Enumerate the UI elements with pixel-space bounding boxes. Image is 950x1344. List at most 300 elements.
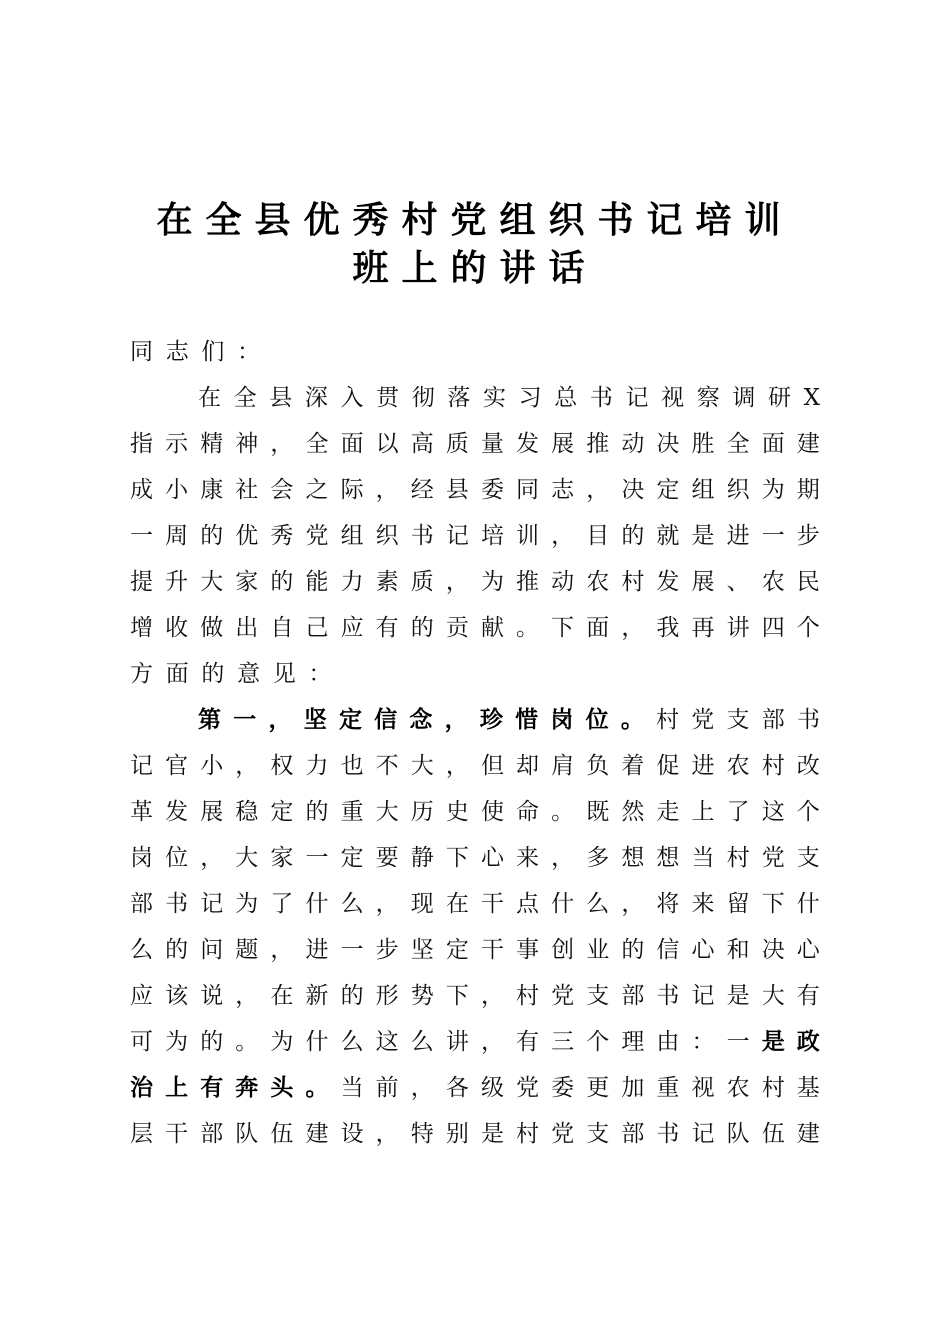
char: 社 <box>235 477 259 503</box>
char: 一 <box>233 707 257 733</box>
char: 农 <box>761 569 785 595</box>
char: 层 <box>130 1121 153 1147</box>
char: 家 <box>235 569 259 595</box>
char: 了 <box>726 799 750 825</box>
char: 下 <box>551 615 575 641</box>
char: 视 <box>691 1075 715 1101</box>
char: 心 <box>480 845 504 871</box>
char: 村 <box>761 1075 785 1101</box>
char: 质 <box>445 431 469 457</box>
char: 干 <box>480 891 504 917</box>
char: 这 <box>375 1029 399 1055</box>
char: 是 <box>726 983 750 1009</box>
char: 了 <box>270 891 294 917</box>
char: 民 <box>796 569 820 595</box>
char: 的 <box>621 937 645 963</box>
char: 县 <box>269 385 293 411</box>
char: 为 <box>270 1029 294 1055</box>
char: 部 <box>130 891 153 917</box>
char: 头 <box>270 1075 294 1101</box>
char: 组 <box>340 523 364 549</box>
char: 面 <box>165 661 189 687</box>
char: 定 <box>656 477 680 503</box>
char: 成 <box>130 477 153 503</box>
text-line <box>130 472 820 508</box>
char: 什 <box>796 891 820 917</box>
char: 记 <box>445 523 469 549</box>
char: 四 <box>761 615 785 641</box>
char: 党 <box>691 707 715 733</box>
char: 信 <box>656 937 680 963</box>
char: 伍 <box>761 1121 785 1147</box>
char: 在 <box>445 891 469 917</box>
char: 推 <box>516 569 540 595</box>
char: 的 <box>621 523 645 549</box>
char: 见 <box>272 661 296 687</box>
char: 别 <box>445 1121 469 1147</box>
char: 进 <box>726 523 750 549</box>
char: 特 <box>410 1121 434 1147</box>
char: 命 <box>516 799 540 825</box>
char: 什 <box>551 891 575 917</box>
char: ， <box>268 707 292 733</box>
char: 肩 <box>551 753 575 779</box>
char: 康 <box>200 477 224 503</box>
char: 留 <box>726 891 750 917</box>
char: 总 <box>554 385 578 411</box>
char: 理 <box>621 1029 645 1055</box>
char: 该 <box>165 983 189 1009</box>
char: 定 <box>445 937 469 963</box>
char: 的 <box>200 523 224 549</box>
char: 是 <box>761 1029 785 1055</box>
char: 想 <box>621 845 645 871</box>
char: 家 <box>270 845 294 871</box>
char: 历 <box>410 799 434 825</box>
char: 献 <box>480 615 504 641</box>
char: 全 <box>305 431 329 457</box>
title-line-1: 在全县优秀村党组织书记培训 <box>156 199 794 241</box>
char: 同 <box>130 339 153 365</box>
char: 力 <box>305 753 329 779</box>
char: 贯 <box>376 385 400 411</box>
char: 委 <box>480 477 504 503</box>
char: 大 <box>761 983 785 1009</box>
char: 记 <box>625 385 649 411</box>
char: 权 <box>270 753 294 779</box>
char: 惜 <box>515 707 539 733</box>
char: 将 <box>656 891 680 917</box>
char: ， <box>375 1121 399 1147</box>
char: 秀 <box>270 523 294 549</box>
char: 问 <box>200 937 224 963</box>
char: 珍 <box>479 707 503 733</box>
char: 力 <box>340 569 364 595</box>
char: 形 <box>375 983 399 1009</box>
char: 入 <box>340 385 364 411</box>
char: ： <box>308 661 332 687</box>
char: 位 <box>165 845 189 871</box>
char: 三 <box>551 1029 575 1055</box>
char: 能 <box>305 569 329 595</box>
char: 会 <box>270 477 294 503</box>
char: 的 <box>410 615 434 641</box>
char: 村 <box>761 753 785 779</box>
char: 个 <box>796 799 820 825</box>
char: ， <box>375 477 399 503</box>
char: 坚 <box>303 707 327 733</box>
char: 部 <box>621 1121 645 1147</box>
char: 在 <box>198 385 221 411</box>
char: 志 <box>165 339 189 365</box>
char: ， <box>444 707 468 733</box>
text-line <box>130 840 820 876</box>
char: 书 <box>656 983 680 1009</box>
char: ， <box>270 431 294 457</box>
char: 下 <box>445 983 469 1009</box>
char: 农 <box>726 753 750 779</box>
char: 势 <box>410 983 434 1009</box>
char: 。 <box>305 1075 329 1101</box>
char: 坚 <box>410 937 434 963</box>
char: 么 <box>340 1029 364 1055</box>
char: 做 <box>200 615 224 641</box>
char: 再 <box>691 615 715 641</box>
char: 全 <box>726 431 750 457</box>
char: 志 <box>551 477 575 503</box>
char: 上 <box>165 1075 189 1101</box>
char: 支 <box>586 1121 610 1147</box>
char: 进 <box>305 937 329 963</box>
char: 建 <box>305 1121 329 1147</box>
char: 贡 <box>445 615 469 641</box>
char: 党 <box>516 1075 540 1101</box>
char: 着 <box>621 753 645 779</box>
char: 展 <box>551 431 575 457</box>
char: 党 <box>305 523 329 549</box>
text-line <box>130 334 820 370</box>
char: 心 <box>691 937 715 963</box>
char: ， <box>445 569 469 595</box>
char: 视 <box>661 385 685 411</box>
char: 增 <box>130 615 153 641</box>
char: 个 <box>796 615 820 641</box>
char: 支 <box>586 983 610 1009</box>
char: 指 <box>130 431 153 457</box>
char: 念 <box>409 707 433 733</box>
char: 伍 <box>270 1121 294 1147</box>
char: 事 <box>516 937 540 963</box>
char: 习 <box>518 385 542 411</box>
char: 际 <box>340 477 364 503</box>
char: 题 <box>235 937 259 963</box>
char: 前 <box>375 1075 399 1101</box>
char: 位 <box>585 707 609 733</box>
char: 培 <box>480 523 504 549</box>
char: ， <box>410 1075 434 1101</box>
char: 。 <box>235 1029 259 1055</box>
char: 小 <box>200 753 224 779</box>
char: 多 <box>586 845 610 871</box>
char: 一 <box>761 523 785 549</box>
char: 建 <box>796 431 820 457</box>
char: 全 <box>233 385 257 411</box>
char: 记 <box>691 983 715 1009</box>
char: 有 <box>200 1075 224 1101</box>
char: ， <box>235 983 259 1009</box>
char: 讲 <box>445 1029 469 1055</box>
char: 书 <box>589 385 613 411</box>
char: 创 <box>551 937 575 963</box>
char: 己 <box>305 615 329 641</box>
char: 量 <box>480 431 504 457</box>
char: 加 <box>621 1075 645 1101</box>
char: 县 <box>445 477 469 503</box>
char: 记 <box>691 1121 715 1147</box>
char: 上 <box>691 799 715 825</box>
char: ， <box>621 615 645 641</box>
char: 展 <box>691 569 715 595</box>
char: 这 <box>761 799 785 825</box>
char: 定 <box>340 845 364 871</box>
char: 书 <box>165 891 189 917</box>
char: 调 <box>732 385 756 411</box>
char: 周 <box>165 523 189 549</box>
char: 研 <box>768 385 791 411</box>
char: 稳 <box>235 799 259 825</box>
char: 负 <box>586 753 610 779</box>
char: 委 <box>551 1075 575 1101</box>
char: 训 <box>516 523 540 549</box>
char: 在 <box>270 983 294 1009</box>
char: ， <box>375 891 399 917</box>
char: ， <box>270 937 294 963</box>
char: 应 <box>130 983 153 1009</box>
char: 改 <box>796 753 820 779</box>
char: 有 <box>516 1029 540 1055</box>
char: 什 <box>305 1029 329 1055</box>
char: 村 <box>656 707 680 733</box>
char: 组 <box>691 477 715 503</box>
char: ： <box>237 339 261 365</box>
char: 干 <box>480 937 504 963</box>
char: 点 <box>516 891 540 917</box>
char: 胜 <box>691 431 715 457</box>
char: 决 <box>761 937 785 963</box>
char: 级 <box>480 1075 504 1101</box>
char: 书 <box>796 707 820 733</box>
char: 面 <box>586 615 610 641</box>
char: 动 <box>621 431 645 457</box>
char: 使 <box>480 799 504 825</box>
char: ， <box>551 845 575 871</box>
char: 支 <box>726 707 750 733</box>
char: ， <box>445 753 469 779</box>
char: 、 <box>726 569 750 595</box>
char: 讲 <box>726 615 750 641</box>
char: 神 <box>235 431 259 457</box>
text-line <box>198 380 820 416</box>
char: 要 <box>375 845 399 871</box>
char: 奔 <box>235 1075 259 1101</box>
char: 决 <box>621 477 645 503</box>
char: ， <box>480 1029 504 1055</box>
char: 信 <box>374 707 398 733</box>
char: 面 <box>761 431 785 457</box>
char: 想 <box>656 845 680 871</box>
char: 。 <box>551 799 575 825</box>
char: 队 <box>235 1121 259 1147</box>
char: 么 <box>586 891 610 917</box>
text-line <box>130 656 820 692</box>
char: 发 <box>656 569 680 595</box>
char: 来 <box>516 845 540 871</box>
text-line <box>130 426 820 462</box>
char: ： <box>691 1029 715 1055</box>
char: 步 <box>796 523 820 549</box>
char: 村 <box>516 983 540 1009</box>
char: 织 <box>726 477 750 503</box>
char: 然 <box>621 799 645 825</box>
char: 走 <box>656 799 680 825</box>
char: 提 <box>130 569 153 595</box>
char: 。 <box>516 615 540 641</box>
char: 什 <box>305 891 329 917</box>
text-line <box>130 932 820 968</box>
char: 心 <box>796 937 820 963</box>
char: 书 <box>410 523 434 549</box>
char: 推 <box>586 431 610 457</box>
char: 记 <box>200 891 224 917</box>
char: 意 <box>237 661 261 687</box>
char: 治 <box>130 1075 153 1101</box>
char: 察 <box>696 385 720 411</box>
char: 收 <box>165 615 189 641</box>
char: 但 <box>480 753 504 779</box>
char: 自 <box>270 615 294 641</box>
char: 一 <box>726 1029 750 1055</box>
char: 重 <box>340 799 364 825</box>
char: 么 <box>340 891 364 917</box>
char: 同 <box>516 477 540 503</box>
char: 织 <box>375 523 399 549</box>
char: 深 <box>304 385 328 411</box>
char: 农 <box>726 1075 750 1101</box>
char: 大 <box>410 753 434 779</box>
char: 新 <box>305 983 329 1009</box>
char: 一 <box>305 845 329 871</box>
text-line <box>130 518 820 554</box>
char: 面 <box>340 431 364 457</box>
char: 部 <box>761 707 785 733</box>
char: 。 <box>620 707 644 733</box>
char: 的 <box>305 799 329 825</box>
title-line-2: 班上的讲话 <box>352 247 598 289</box>
char: 发 <box>516 431 540 457</box>
char: 村 <box>516 1121 540 1147</box>
char: 高 <box>410 431 434 457</box>
char: 么 <box>410 1029 434 1055</box>
char: 却 <box>516 753 540 779</box>
char: 和 <box>726 937 750 963</box>
char: 的 <box>200 1029 224 1055</box>
char: 更 <box>586 1075 610 1101</box>
char: 各 <box>445 1075 469 1101</box>
char: 政 <box>796 1029 820 1055</box>
text-line <box>130 610 820 646</box>
char: 村 <box>621 569 645 595</box>
text-line <box>130 978 820 1014</box>
char: 为 <box>235 891 259 917</box>
char: 步 <box>375 937 399 963</box>
char: 设 <box>340 1121 364 1147</box>
char: 由 <box>656 1029 680 1055</box>
char: 应 <box>340 615 364 641</box>
char: 发 <box>165 799 189 825</box>
char: 小 <box>165 477 189 503</box>
char: 当 <box>340 1075 364 1101</box>
char: 展 <box>200 799 224 825</box>
char: 为 <box>761 477 785 503</box>
char: 么 <box>130 937 153 963</box>
char: 示 <box>165 431 189 457</box>
char: 来 <box>691 891 715 917</box>
text-line <box>130 748 820 784</box>
char: 现 <box>410 891 434 917</box>
char: 素 <box>375 569 399 595</box>
char: 村 <box>726 845 750 871</box>
char: 队 <box>726 1121 750 1147</box>
char: 实 <box>483 385 506 411</box>
char: 精 <box>200 431 224 457</box>
char: 落 <box>447 385 471 411</box>
char: 业 <box>586 937 610 963</box>
char: 不 <box>375 753 399 779</box>
text-line <box>130 564 820 600</box>
char: 既 <box>586 799 610 825</box>
char: 的 <box>340 983 364 1009</box>
char: 决 <box>656 431 680 457</box>
text-line <box>198 702 820 738</box>
char: ， <box>621 891 645 917</box>
char: 个 <box>586 1029 610 1055</box>
char: 的 <box>201 661 225 687</box>
text-line <box>130 1024 820 1060</box>
text-line <box>130 794 820 830</box>
char: 部 <box>200 1121 224 1147</box>
char: 下 <box>761 891 785 917</box>
char: 革 <box>130 799 153 825</box>
char: 经 <box>410 477 434 503</box>
char: X <box>803 385 820 411</box>
char: 第 <box>198 707 221 733</box>
char: 可 <box>130 1029 153 1055</box>
char: 党 <box>551 1121 575 1147</box>
char: 是 <box>480 1121 504 1147</box>
char: 岗 <box>130 845 153 871</box>
char: 质 <box>410 569 434 595</box>
char: 的 <box>165 937 189 963</box>
char: 基 <box>796 1075 820 1101</box>
char: 一 <box>340 937 364 963</box>
char: 党 <box>551 983 575 1009</box>
char: 重 <box>656 1075 680 1101</box>
char: 目 <box>586 523 610 549</box>
char: 为 <box>165 1029 189 1055</box>
char: 农 <box>586 569 610 595</box>
char: 有 <box>375 615 399 641</box>
char: 就 <box>656 523 680 549</box>
